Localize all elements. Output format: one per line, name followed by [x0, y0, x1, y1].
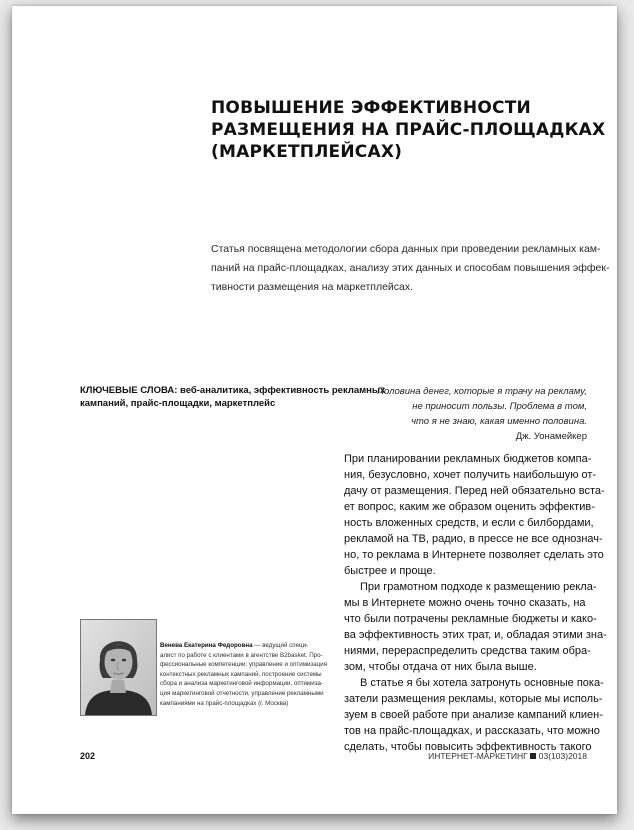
epigraph-author: Дж. Уонамейкер [515, 431, 587, 442]
body-line: ва эффективность этих трат, и, обладая этими зна- [344, 629, 607, 641]
article-body [344, 451, 607, 755]
bio-line: сбора и анализа маркетинговой информации, оптимиза- [160, 680, 324, 688]
abstract-line: паний на прайс-площадках, анализу этих данных и способам повышения эффек- [211, 262, 610, 274]
body-line: ет вопрос, каким же образом оценить эффектив- [344, 501, 595, 513]
article-abstract [211, 240, 610, 297]
epigraph-line: не приносит пользы. Проблема в том, [412, 401, 587, 412]
title-line: ПОВЫШЕНИЕ ЭФФЕКТИВНОСТИ [211, 98, 531, 118]
keywords-line: кампаний, прайс-площадки, маркетплейс [80, 398, 276, 409]
body-line: сделать, чтобы повысить эффективность такого [344, 741, 592, 753]
issue-number: 03(103)2018 [538, 751, 587, 761]
bio-line: кампаниями на прайс-площадках (г. Москва) [160, 699, 289, 707]
body-line: зом, чтобы отдача от них была выше. [344, 661, 537, 673]
bio-line: контекстных рекламных кампаний, построение системы [160, 670, 322, 678]
body-line: но, то реклама в Интернете позволяет сделать это [344, 549, 604, 561]
bio-line: ция маркетинговой отчетности, управление рекламными [160, 689, 324, 697]
body-line: что были потрачены рекламные бюджеты и како- [344, 613, 597, 625]
body-line: мы в Интернете можно очень точно сказать, на [344, 597, 586, 609]
body-line: рекламой на ТВ, радио, в прессе не все однознач- [344, 533, 603, 545]
author-portrait-image [81, 620, 156, 715]
body-line: В статье я бы хотела затронуть основные пока- [360, 677, 604, 689]
journal-page [12, 6, 617, 814]
body-line: быстрее и проще. [344, 565, 436, 577]
keywords-line: КЛЮЧЕВЫЕ СЛОВА: веб-аналитика, эффективность рекламных [80, 385, 386, 396]
body-line: затели размещения рекламы, которые мы исполь- [344, 693, 603, 705]
epigraph-line: что я не знаю, какая именно половина. [411, 416, 587, 427]
bio-line: фессиональные компетенции: управление и оптимизация [160, 661, 328, 669]
epigraph-line: Половина денег, которые я трачу на рекламу, [377, 386, 587, 397]
abstract-line: тивности размещения на маркетплейсах. [211, 281, 414, 293]
body-line: ния, безусловно, хочет получить наибольшую от- [344, 469, 597, 481]
epigraph [347, 384, 587, 444]
title-line: РАЗМЕЩЕНИЯ НА ПРАЙС-ПЛОЩАДКАХ [211, 120, 606, 140]
journal-footer [428, 751, 587, 761]
author-photo [80, 619, 157, 716]
square-bullet-icon [530, 753, 536, 759]
bio-line: алист по работе с клиентами в агентстве B2basket. Про- [160, 651, 323, 659]
body-line: ность вложенных средств, и если с билбордами, [344, 517, 594, 529]
journal-name: ИНТЕРНЕТ-МАРКЕТИНГ [428, 751, 528, 761]
title-line: (МАРКЕТПЛЕЙСАХ) [211, 142, 403, 162]
bio-first-line [160, 641, 340, 651]
body-line: зуем в своей работе при анализе кампаний клиен- [344, 709, 603, 721]
author-bio [160, 641, 340, 708]
body-line: При грамотном подходе к размещению рекла- [360, 581, 597, 593]
body-line: тов на прайс-площадках, и рассказать, что можно [344, 725, 600, 737]
bio-line: — ведущий специ- [252, 642, 309, 649]
keywords-block [80, 384, 386, 410]
abstract-line: Статья посвящена методологии сбора данных при проведении рекламных кам- [211, 243, 601, 255]
article-title [211, 97, 606, 163]
body-line: дачу от размещения. Перед ней обязательно вста- [344, 485, 605, 497]
author-name: Венева Екатерина Федоровна [160, 642, 253, 649]
body-line: ниями, перераспределить средства таким обра- [344, 645, 591, 657]
page-number: 202 [80, 751, 96, 761]
body-line: При планировании рекламных бюджетов компа- [344, 453, 592, 465]
